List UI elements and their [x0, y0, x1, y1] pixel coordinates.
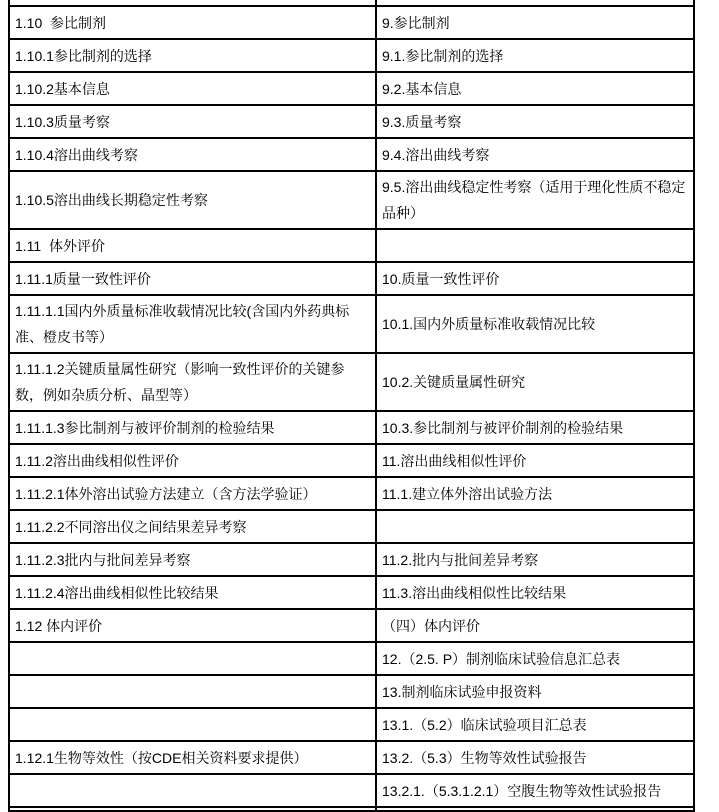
cell-left: 1.11.2.4溶出曲线相似性比较结果 — [9, 576, 376, 609]
cell-left: 1.12.1生物等效性（按CDE相关资料要求提供） — [9, 741, 376, 774]
cell-right: 9.5.溶出曲线稳定性考察（适用于理化性质不稳定品种） — [376, 171, 694, 229]
cell-right: （四）体内评价 — [376, 609, 694, 642]
cell-left — [9, 807, 376, 811]
table-row — [9, 510, 694, 543]
cell-right: 13.1.（5.2）临床试验项目汇总表 — [376, 708, 694, 741]
table-row — [9, 477, 694, 510]
cell-left: 1.11.1.2关键质量属性研究（影响一致性评价的关键参数，例如杂质分析、晶型等） — [9, 353, 376, 411]
table-row — [9, 543, 694, 576]
cell-left: 1.11.2.1体外溶出试验方法建立（含方法学验证） — [9, 477, 376, 510]
cell-left — [9, 708, 376, 741]
table-row — [9, 105, 694, 138]
cell-right: 11.3.溶出曲线相似性比较结果 — [376, 576, 694, 609]
cell-right: 11.2.批内与批间差异考察 — [376, 543, 694, 576]
table-row — [9, 444, 694, 477]
partial-row-bottom — [9, 807, 694, 811]
cell-left: 1.11.1.1国内外质量标准收载情况比较(含国内外药典标准、橙皮书等） — [9, 295, 376, 353]
cell-right: 10.3.参比制剂与被评价制剂的检验结果 — [376, 411, 694, 444]
cell-right: 9.3.质量考察 — [376, 105, 694, 138]
cell-left: 1.11.2.3批内与批间差异考察 — [9, 543, 376, 576]
cell-right: 13.制剂临床试验申报资料 — [376, 675, 694, 708]
cell-left — [9, 642, 376, 675]
cell-right — [376, 510, 694, 543]
cell-right: 13.2.（5.3）生物等效性试验报告 — [376, 741, 694, 774]
dossier-comparison-table — [8, 0, 695, 812]
cell-left: 1.11.1.3参比制剂与被评价制剂的检验结果 — [9, 411, 376, 444]
cell-left: 1.10.2基本信息 — [9, 72, 376, 105]
cell-right: 11.溶出曲线相似性评价 — [376, 444, 694, 477]
table-row — [9, 295, 694, 353]
cell-right: 9.2.基本信息 — [376, 72, 694, 105]
table-row — [9, 576, 694, 609]
cell-right: 10.2.关键质量属性研究 — [376, 353, 694, 411]
cell-right: 12.（2.5. P）制剂临床试验信息汇总表 — [376, 642, 694, 675]
table-row — [9, 262, 694, 295]
cell-left: 1.11 体外评价 — [9, 229, 376, 262]
table-row — [9, 642, 694, 675]
cell-right — [376, 807, 694, 811]
cell-left — [9, 675, 376, 708]
cell-right: 9.4.溶出曲线考察 — [376, 138, 694, 171]
cell-left: 1.11.2.2不同溶出仪之间结果差异考察 — [9, 510, 376, 543]
cell-left: 1.11.1质量一致性评价 — [9, 262, 376, 295]
table-row — [9, 171, 694, 229]
cell-right: 10.1.国内外质量标准收载情况比较 — [376, 295, 694, 353]
table-row — [9, 6, 694, 39]
table-row — [9, 138, 694, 171]
cell-left: 1.10.5溶出曲线长期稳定性考察 — [9, 171, 376, 229]
table-row — [9, 39, 694, 72]
table-row — [9, 774, 694, 807]
cell-left: 1.12 体内评价 — [9, 609, 376, 642]
cell-right: 11.1.建立体外溶出试验方法 — [376, 477, 694, 510]
cell-right: 10.质量一致性评价 — [376, 262, 694, 295]
table-row — [9, 229, 694, 262]
cell-right — [376, 229, 694, 262]
table-row — [9, 741, 694, 774]
cell-left: 1.11.2溶出曲线相似性评价 — [9, 444, 376, 477]
cell-right: 9.1.参比制剂的选择 — [376, 39, 694, 72]
table-row — [9, 353, 694, 411]
table-row — [9, 411, 694, 444]
cell-left: 1.10 参比制剂 — [9, 6, 376, 39]
cell-left: 1.10.1参比制剂的选择 — [9, 39, 376, 72]
cell-left — [9, 774, 376, 807]
table-row — [9, 675, 694, 708]
cell-right: 9.参比制剂 — [376, 6, 694, 39]
table-row — [9, 708, 694, 741]
table-row — [9, 72, 694, 105]
cell-right: 13.2.1.（5.3.1.2.1）空腹生物等效性试验报告 — [376, 774, 694, 807]
table-row — [9, 609, 694, 642]
cell-left: 1.10.3质量考察 — [9, 105, 376, 138]
cell-left: 1.10.4溶出曲线考察 — [9, 138, 376, 171]
